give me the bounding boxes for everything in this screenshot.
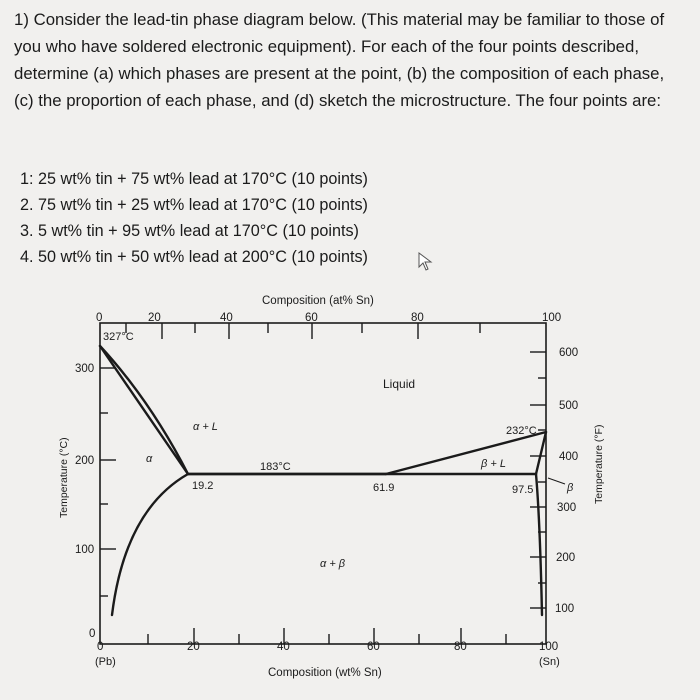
liquidus-right	[386, 432, 546, 474]
alpha-plus-beta-label: α + β	[320, 558, 346, 570]
top-tick-label: 0	[96, 312, 103, 324]
top-tick-label: 60	[305, 312, 318, 324]
beta-plus-liquid-label: β + L	[481, 458, 506, 470]
pb-label: (Pb)	[95, 656, 116, 668]
list-item: 2. 75 wt% tin + 25 wt% lead at 170°C (10 points)	[20, 196, 368, 214]
solidus-right	[536, 432, 546, 474]
top-axis-title: Composition (at% Sn)	[262, 295, 374, 307]
pb-melting-label: 327°C	[103, 331, 134, 343]
left-tick-label: 300	[75, 363, 95, 375]
right-tick-label: 100	[555, 603, 575, 615]
liquidus-left	[100, 346, 386, 474]
bottom-axis-ticks	[148, 628, 506, 644]
phase-boundaries	[100, 346, 546, 615]
bottom-tick-label: 20	[187, 641, 200, 653]
list-item: 1: 25 wt% tin + 75 wt% lead at 170°C (10 points)	[20, 170, 368, 188]
eutectic-temp-label: 183°C	[260, 461, 291, 473]
alpha-plus-liquid-label: α + L	[193, 421, 218, 433]
list-item: 4. 50 wt% tin + 50 wt% lead at 200°C (10 points)	[20, 248, 368, 266]
right-tick-label: 600	[559, 347, 579, 359]
left-tick-label: 200	[75, 455, 95, 467]
left-axis-ticks	[100, 368, 116, 596]
list-item: 3. 5 wt% tin + 95 wt% lead at 170°C (10 points)	[20, 222, 359, 240]
top-tick-label: 80	[411, 312, 424, 324]
sn-melting-label: 232°C	[506, 425, 537, 437]
beta-solubility-label: 97.5	[512, 484, 534, 496]
bottom-tick-label: 40	[277, 641, 290, 653]
alpha-region-label: α	[146, 453, 153, 465]
right-axis-title: Temperature (°F)	[593, 424, 605, 504]
top-tick-label: 100	[542, 312, 562, 324]
right-tick-label: 500	[559, 400, 579, 412]
right-tick-label: 200	[556, 552, 576, 564]
eutectic-comp-label: 61.9	[373, 482, 395, 494]
bottom-tick-label: 100	[539, 641, 559, 653]
solvus-right	[536, 474, 542, 615]
bottom-tick-label: 0	[97, 641, 104, 653]
solvus-left	[112, 474, 188, 615]
alpha-solubility-label: 19.2	[192, 480, 214, 492]
left-axis-title: Temperature (°C)	[58, 437, 70, 518]
beta-region-label: β	[567, 482, 574, 494]
bottom-axis-title: Composition (wt% Sn)	[268, 667, 382, 679]
top-tick-label: 20	[148, 312, 161, 324]
left-tick-label: 100	[75, 544, 95, 556]
right-tick-label: 300	[557, 502, 577, 514]
beta-pointer	[548, 478, 565, 484]
left-tick-label: 0	[89, 628, 96, 640]
sn-label: (Sn)	[539, 656, 560, 668]
bottom-tick-label: 60	[367, 641, 380, 653]
question-intro: 1) Consider the lead-tin phase diagram below. (This material may be familiar to those of you who have soldered electronic equipment). For each of the four points described, determine (a) which phases are present at the point, (b) the composition of each phase, (c) the proportion of each phase, and (d) sketch the microstructure. The four points are:	[14, 10, 665, 110]
liquid-label: Liquid	[383, 377, 416, 391]
right-tick-label: 400	[559, 451, 579, 463]
plot-frame	[100, 323, 546, 644]
right-axis-ticks	[530, 352, 546, 608]
bottom-tick-label: 80	[454, 641, 467, 653]
top-axis-ticks	[126, 323, 480, 339]
top-tick-label: 40	[220, 312, 233, 324]
